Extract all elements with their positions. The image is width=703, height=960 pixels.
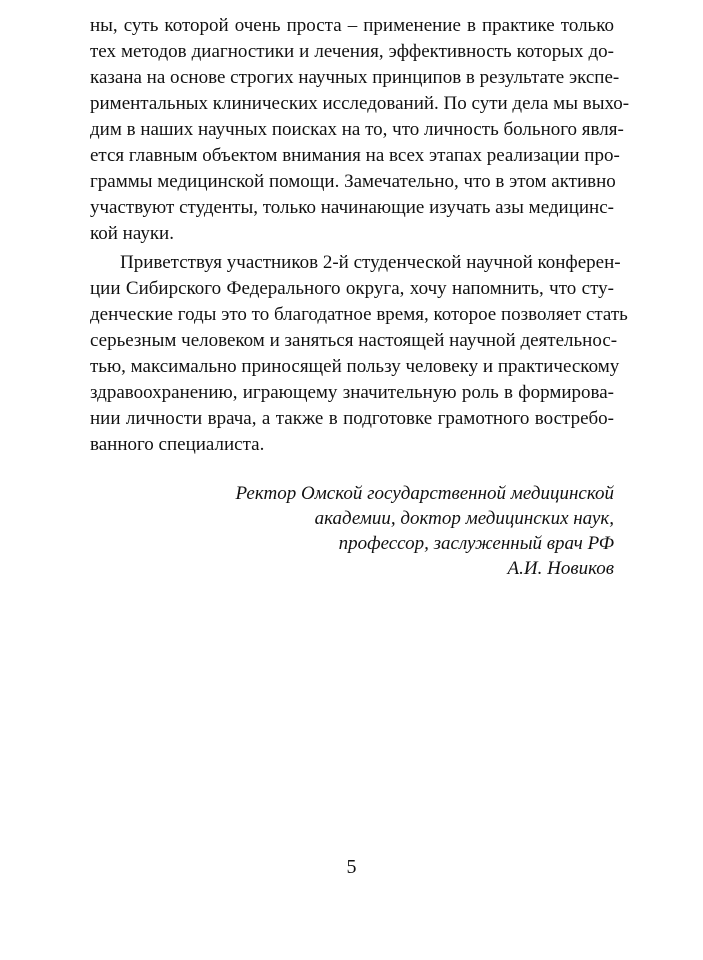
- text-line: серьезным человеком и заняться настоящей научной деятельнос-: [90, 330, 618, 351]
- text-line: тех методов диагностики и лечения, эффективность которых до-: [90, 41, 614, 62]
- text-line: участвуют студенты, только начинающие изучать азы медицинс-: [90, 197, 614, 218]
- signature-line: Ректор Омской государственной медицинской: [235, 483, 614, 504]
- text-line: ции Сибирского Федерального округа, хочу напомнить, что сту-: [90, 278, 614, 299]
- text-line: ны, суть которой очень проста – применение в практике только: [90, 15, 614, 36]
- signature-line: профессор, заслуженный врач РФ: [338, 533, 614, 554]
- text-line: тью, максимально приносящей пользу человеку и практическому: [90, 356, 620, 377]
- text-line: риментальных клинических исследований. По сути дела мы выхо-: [90, 93, 630, 114]
- text-line: граммы медицинской помощи. Замечательно, что в этом активно: [90, 171, 616, 192]
- text-line: дим в наших научных поисках на то, что личность больного явля-: [90, 119, 624, 140]
- text-line: денческие годы это то благодатное время, которое позволяет стать: [90, 304, 628, 325]
- text-line: кой науки.: [90, 223, 174, 244]
- text-line: здравоохранению, играющему значительную роль в формирова-: [90, 382, 614, 403]
- text-line: Приветствуя участников 2-й студенческой научной конферен-: [120, 252, 621, 273]
- text-line: ется главным объектом внимания на всех этапах реализации про-: [90, 145, 620, 166]
- text-line: ванного специалиста.: [90, 434, 265, 455]
- signature-name: А.И. Новиков: [507, 558, 614, 579]
- signature-line: академии, доктор медицинских наук,: [314, 508, 614, 529]
- page-number: 5: [346, 856, 357, 878]
- text-line: нии личности врача, а также в подготовке грамотного востребо-: [90, 408, 614, 429]
- text-line: казана на основе строгих научных принципов в результате экспе-: [90, 67, 620, 88]
